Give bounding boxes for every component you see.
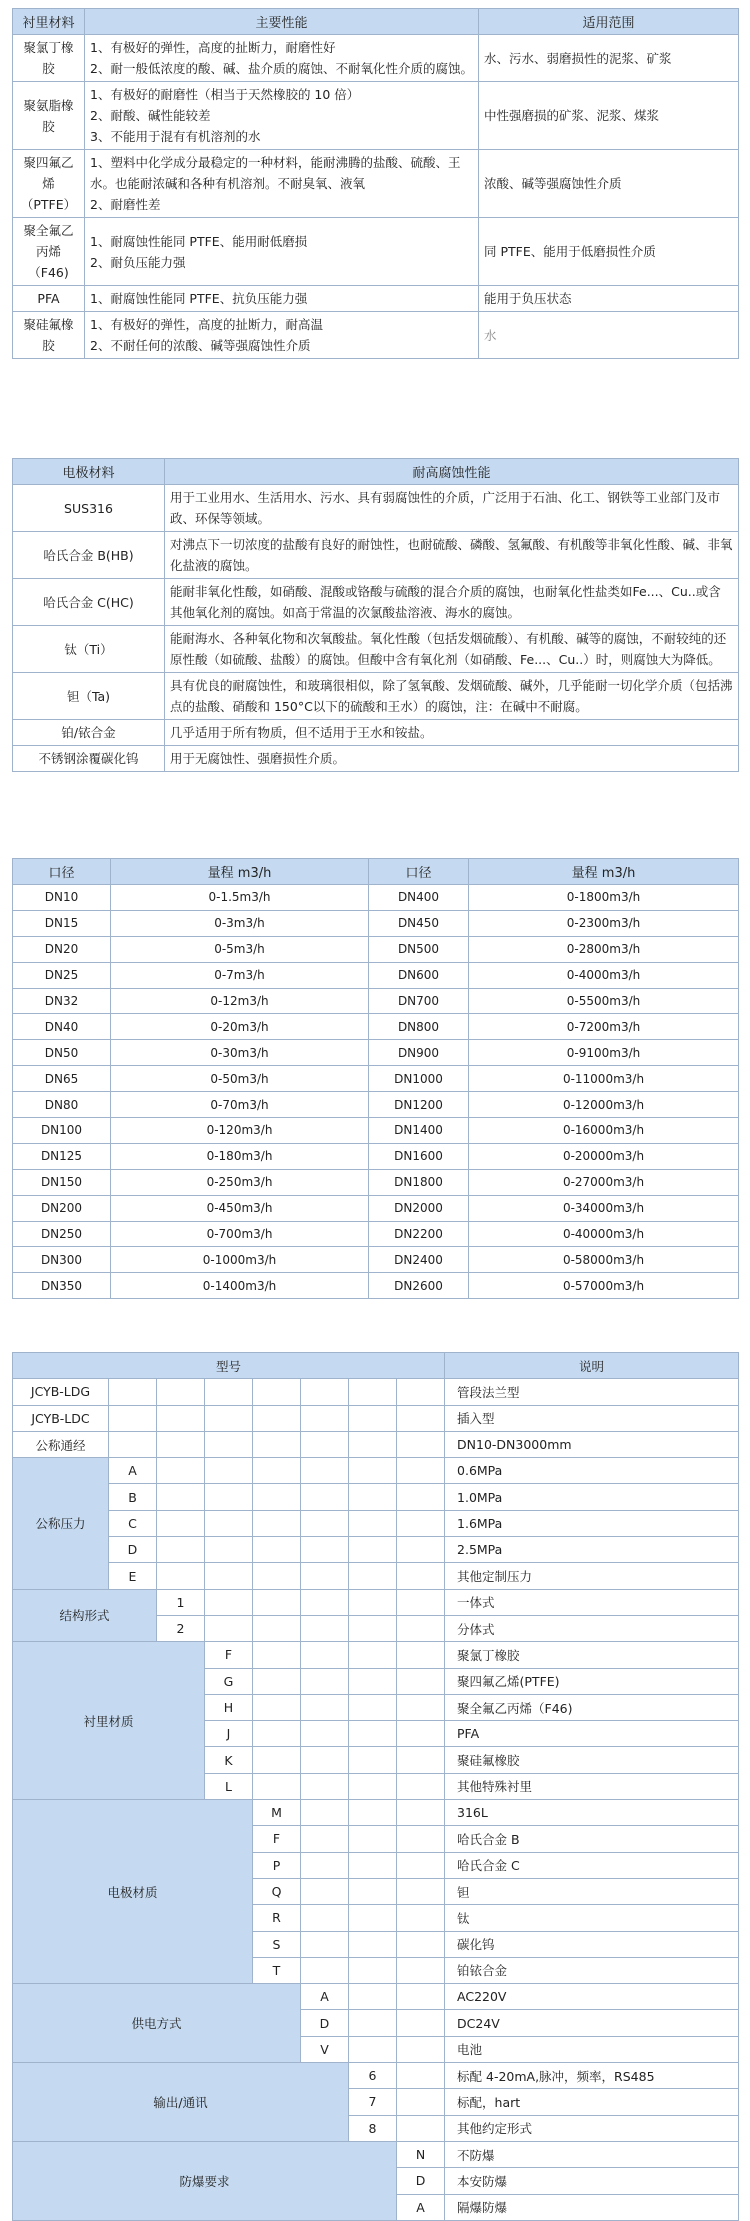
range-dn-left: DN125 [13,1143,111,1169]
range-dn-left: DN15 [13,910,111,936]
electrode-material: 钽（Ta) [13,673,165,720]
range-row [13,988,739,1014]
lining-prop-line: 2、耐负压能力强 [90,254,186,270]
range-value-left: 0-3m3/h [111,910,369,936]
model-option-code: D [397,2168,445,2194]
lining-prop-line: 2、不耐任何的浓酸、碱等强腐蚀性介质 [90,338,311,353]
range-value-right: 0-58000m3/h [469,1247,739,1273]
model-code-ldg: JCYB-LDG [13,1379,109,1405]
model-option-desc: 一体式 [445,1589,739,1615]
model-option-row [13,1589,739,1615]
lining-props [85,312,479,359]
model-option-code: M [253,1800,301,1826]
range-value-right: 0-1800m3/h [469,885,739,911]
model-option-desc: 其他约定形式 [445,2115,739,2141]
lining-row [13,286,739,312]
range-dn-left: DN250 [13,1221,111,1247]
lining-props [85,150,479,218]
range-value-left: 0-70m3/h [111,1092,369,1118]
model-group-label: 衬里材质 [13,1642,205,1800]
range-dn-right: DN500 [369,936,469,962]
model-option-code: F [253,1826,301,1852]
lining-material: 聚氯丁橡胶 [13,35,85,82]
model-option-code: F [205,1642,253,1668]
model-option-code: B [109,1484,157,1510]
model-option-code: Q [253,1878,301,1904]
range-value-left: 0-1000m3/h [111,1247,369,1273]
lining-header-scope: 适用范围 [479,9,739,35]
range-value-left: 0-180m3/h [111,1143,369,1169]
model-option-desc: PFA [445,1721,739,1747]
model-option-desc: 0.6MPa [445,1458,739,1484]
range-row [13,1143,739,1169]
model-option-desc: 哈氏合金 C [445,1852,739,1878]
lining-material: 聚四氟乙烯（PTFE） [13,150,85,218]
electrode-row [13,532,739,579]
electrode-desc: 具有优良的耐腐蚀性，和玻璃很相似，除了氢氧酸、发烟硫酸、碱外，几乎能耐一切化学介质（包括沸点的盐酸、硝酸和 150°C以下的硫酸和王水）的腐蚀，注：在碱中不耐腐。 [165,673,739,720]
lining-material: 聚氨脂橡胶 [13,82,85,150]
model-option-code: A [397,2194,445,2220]
flow-range-table [12,858,739,1299]
electrode-desc: 几乎适用于所有物质，但不适用于王水和铵盐。 [165,720,739,746]
lining-props [85,218,479,286]
electrode-material: 哈氏合金 B(HB) [13,532,165,579]
range-value-right: 0-4000m3/h [469,962,739,988]
range-dn-right: DN800 [369,1014,469,1040]
range-dn-right: DN1400 [369,1118,469,1144]
lining-scope: 水、污水、弱磨损性的泥浆、矿浆 [479,35,739,82]
range-header-dn-1: 口径 [13,859,111,885]
model-option-row [13,1537,739,1563]
model-option-row [13,2063,739,2089]
model-option-code: 1 [157,1589,205,1615]
lining-prop-line: 1、有极好的耐磨性（相当于天然橡胶的 10 倍） [90,87,360,102]
model-option-desc: 本安防爆 [445,2168,739,2194]
model-desc-ldg: 管段法兰型 [445,1379,739,1405]
electrode-header-desc: 耐高腐蚀性能 [165,459,739,485]
range-value-right: 0-40000m3/h [469,1221,739,1247]
range-value-right: 0-16000m3/h [469,1118,739,1144]
lining-props [85,82,479,150]
range-value-left: 0-20m3/h [111,1014,369,1040]
model-option-code: L [205,1773,253,1799]
model-option-desc: 1.0MPa [445,1484,739,1510]
model-group-label: 防爆要求 [13,2141,397,2220]
range-value-right: 0-2800m3/h [469,936,739,962]
range-dn-right: DN2400 [369,1247,469,1273]
range-value-left: 0-450m3/h [111,1195,369,1221]
model-option-code: R [253,1905,301,1931]
range-value-left: 0-12m3/h [111,988,369,1014]
lining-material: 聚硅氟橡胶 [13,312,85,359]
model-option-code: A [109,1458,157,1484]
lining-scope: 水 [479,312,739,359]
range-value-left: 0-700m3/h [111,1221,369,1247]
range-row [13,1066,739,1092]
lining-prop-line: 1、有极好的弹性，高度的扯断力，耐高温 [90,317,323,332]
range-header-dn-2: 口径 [369,859,469,885]
diameter-desc: DN10-DN3000mm [445,1431,739,1457]
range-dn-right: DN2600 [369,1273,469,1299]
electrode-desc: 对沸点下一切浓度的盐酸有良好的耐蚀性，也耐硫酸、磷酸、氢氟酸、有机酸等非氧化性酸、碱、非氧化盐液的腐蚀。 [165,532,739,579]
model-option-desc: 不防爆 [445,2141,739,2167]
range-dn-left: DN10 [13,885,111,911]
model-option-code: 7 [349,2089,397,2115]
model-header-desc: 说明 [445,1353,739,1379]
range-dn-left: DN300 [13,1247,111,1273]
range-dn-right: DN450 [369,910,469,936]
lining-props [85,286,479,312]
range-row [13,962,739,988]
electrode-material: 钛（Ti） [13,626,165,673]
range-dn-left: DN200 [13,1195,111,1221]
electrode-material: SUS316 [13,485,165,532]
electrode-desc: 用于工业用水、生活用水、污水、具有弱腐蚀性的介质，广泛用于石油、化工、钢铁等工业部门及市政、环保等领域。 [165,485,739,532]
lining-row [13,82,739,150]
model-option-code: 8 [349,2115,397,2141]
lining-header-material: 衬里材料 [13,9,85,35]
diameter-label: 公称通经 [13,1431,109,1457]
model-option-code: E [109,1563,157,1589]
model-group-label: 供电方式 [13,1984,301,2063]
model-option-code: G [205,1668,253,1694]
model-option-row [13,2141,739,2167]
lining-scope: 同 PTFE、能用于低磨损性介质 [479,218,739,286]
range-dn-left: DN32 [13,988,111,1014]
range-dn-right: DN2200 [369,1221,469,1247]
lining-prop-line: 1、耐腐蚀性能同 PTFE、抗负压能力强 [90,291,308,306]
model-group-label: 结构形式 [13,1589,157,1642]
electrode-row [13,673,739,720]
range-dn-right: DN1600 [369,1143,469,1169]
range-row [13,885,739,911]
model-option-desc: 聚氯丁橡胶 [445,1642,739,1668]
electrode-row [13,746,739,772]
electrode-material: 不锈钢涂覆碳化钨 [13,746,165,772]
range-dn-right: DN600 [369,962,469,988]
range-value-right: 0-57000m3/h [469,1273,739,1299]
model-header-code: 型号 [13,1353,445,1379]
range-dn-left: DN150 [13,1169,111,1195]
model-option-row [13,1484,739,1510]
model-option-code: H [205,1694,253,1720]
range-row [13,1221,739,1247]
lining-row [13,218,739,286]
model-option-desc: 聚硅氟橡胶 [445,1747,739,1773]
lining-scope: 中性强磨损的矿浆、泥浆、煤浆 [479,82,739,150]
model-group-label: 输出/通讯 [13,2063,349,2142]
lining-material: 聚全氟乙丙烯（F46) [13,218,85,286]
range-dn-right: DN2000 [369,1195,469,1221]
model-option-desc: 聚四氟乙烯(PTFE) [445,1668,739,1694]
model-option-desc: 电池 [445,2036,739,2062]
range-value-left: 0-5m3/h [111,936,369,962]
model-option-desc: 316L [445,1800,739,1826]
electrode-row [13,579,739,626]
model-option-code: K [205,1747,253,1773]
lining-prop-line: 1、有极好的弹性，高度的扯断力，耐磨性好 [90,40,336,55]
model-option-row [13,1510,739,1536]
range-row [13,1195,739,1221]
lining-prop-line: 1、塑料中化学成分最稳定的一种材料，能耐沸腾的盐酸、硫酸、王水。也能耐浓碱和各种有机溶剂。不耐臭氧、液氧 [90,155,461,191]
lining-header-props: 主要性能 [85,9,479,35]
range-header-range-1: 量程 m3/h [111,859,369,885]
range-row [13,1247,739,1273]
electrode-row [13,720,739,746]
model-selection-table [12,1352,739,2221]
lining-material-table [12,8,739,359]
range-value-left: 0-30m3/h [111,1040,369,1066]
lining-prop-line: 3、不能用于混有有机溶剂的水 [90,129,261,144]
lining-props [85,35,479,82]
range-dn-right: DN700 [369,988,469,1014]
range-dn-left: DN25 [13,962,111,988]
model-desc-ldc: 插入型 [445,1405,739,1431]
model-option-desc: 分体式 [445,1615,739,1641]
model-option-code: D [301,2010,349,2036]
range-value-right: 0-2300m3/h [469,910,739,936]
model-option-desc: 铂铱合金 [445,1957,739,1983]
model-option-code: T [253,1957,301,1983]
model-option-desc: 钽 [445,1878,739,1904]
model-option-row [13,1984,739,2010]
lining-prop-line: 1、耐腐蚀性能同 PTFE、能用耐低磨损 [90,233,308,249]
lining-material: PFA [13,286,85,312]
range-value-right: 0-12000m3/h [469,1092,739,1118]
range-dn-left: DN50 [13,1040,111,1066]
range-value-right: 0-34000m3/h [469,1195,739,1221]
range-row [13,936,739,962]
model-option-desc: 隔爆防爆 [445,2194,739,2220]
model-option-desc: 标配，hart [445,2089,739,2115]
model-option-desc: AC220V [445,1984,739,2010]
lining-scope: 浓酸、碱等强腐蚀性介质 [479,150,739,218]
electrode-material-table [12,458,739,772]
range-row [13,1118,739,1144]
model-option-desc: 1.6MPa [445,1510,739,1536]
range-row [13,910,739,936]
lining-prop-line: 2、耐一般低浓度的酸、碱、盐介质的腐蚀、不耐氧化性介质的腐蚀。 [90,61,473,76]
range-dn-left: DN100 [13,1118,111,1144]
model-option-code: C [109,1510,157,1536]
model-option-desc: 其他特殊衬里 [445,1773,739,1799]
range-dn-right: DN1800 [369,1169,469,1195]
range-row [13,1092,739,1118]
range-row [13,1273,739,1299]
lining-scope: 能用于负压状态 [479,286,739,312]
range-dn-left: DN65 [13,1066,111,1092]
range-value-left: 0-7m3/h [111,962,369,988]
range-row [13,1040,739,1066]
model-option-desc: 钛 [445,1905,739,1931]
lining-prop-line: 2、耐磨性差 [90,197,161,212]
electrode-row [13,626,739,673]
electrode-header-material: 电极材料 [13,459,165,485]
range-value-right: 0-20000m3/h [469,1143,739,1169]
model-option-code: J [205,1721,253,1747]
range-dn-right: DN900 [369,1040,469,1066]
range-value-left: 0-1400m3/h [111,1273,369,1299]
range-dn-right: DN400 [369,885,469,911]
range-dn-left: DN20 [13,936,111,962]
lining-prop-line: 2、耐酸、碱性能较差 [90,108,211,123]
model-option-row [13,1800,739,1826]
range-row [13,1014,739,1040]
model-option-desc: 哈氏合金 B [445,1826,739,1852]
electrode-desc: 能耐非氧化性酸，如硝酸、混酸或铬酸与硫酸的混合介质的腐蚀，也耐氧化性盐类如Fe...、Cu..或含其他氧化剂的腐蚀。如高于常温的次氯酸盐溶液、海水的腐蚀。 [165,579,739,626]
range-dn-right: DN1200 [369,1092,469,1118]
range-dn-left: DN40 [13,1014,111,1040]
model-option-code: 6 [349,2063,397,2089]
model-group-label: 电极材质 [13,1800,253,1984]
range-value-right: 0-5500m3/h [469,988,739,1014]
range-dn-left: DN80 [13,1092,111,1118]
model-option-code: A [301,1984,349,2010]
model-option-desc: 其他定制压力 [445,1563,739,1589]
range-value-left: 0-1.5m3/h [111,885,369,911]
range-value-right: 0-7200m3/h [469,1014,739,1040]
model-option-desc: 聚全氟乙丙烯（F46) [445,1694,739,1720]
electrode-desc: 能耐海水、各种氧化物和次氧酸盐。氧化性酸（包括发烟硫酸）、有机酸、碱等的腐蚀，不耐较纯的还原性酸（如硫酸、盐酸）的腐蚀。但酸中含有氧化剂（如硝酸、Fe...、Cu..）时，则腐蚀大为降低。 [165,626,739,673]
electrode-desc: 用于无腐蚀性、强磨损性介质。 [165,746,739,772]
range-dn-right: DN1000 [369,1066,469,1092]
electrode-row [13,485,739,532]
range-value-left: 0-50m3/h [111,1066,369,1092]
lining-row [13,35,739,82]
range-value-right: 0-11000m3/h [469,1066,739,1092]
model-option-code: P [253,1852,301,1878]
electrode-material: 哈氏合金 C(HC) [13,579,165,626]
model-option-desc: 2.5MPa [445,1537,739,1563]
model-option-desc: DC24V [445,2010,739,2036]
model-option-row [13,1458,739,1484]
range-row [13,1169,739,1195]
lining-row [13,150,739,218]
range-value-right: 0-27000m3/h [469,1169,739,1195]
range-dn-left: DN350 [13,1273,111,1299]
model-option-code: D [109,1537,157,1563]
model-option-row [13,1642,739,1668]
range-value-left: 0-250m3/h [111,1169,369,1195]
model-option-code: N [397,2141,445,2167]
electrode-material: 铂/铱合金 [13,720,165,746]
model-option-desc: 标配 4-20mA,脉冲，频率，RS485 [445,2063,739,2089]
model-option-code: V [301,2036,349,2062]
range-header-range-2: 量程 m3/h [469,859,739,885]
model-option-code: S [253,1931,301,1957]
model-code-ldc: JCYB-LDC [13,1405,109,1431]
model-option-code: 2 [157,1615,205,1641]
model-option-row [13,1563,739,1589]
model-option-desc: 碳化钨 [445,1931,739,1957]
range-value-left: 0-120m3/h [111,1118,369,1144]
range-value-right: 0-9100m3/h [469,1040,739,1066]
lining-row [13,312,739,359]
model-group-label: 公称压力 [13,1458,109,1589]
